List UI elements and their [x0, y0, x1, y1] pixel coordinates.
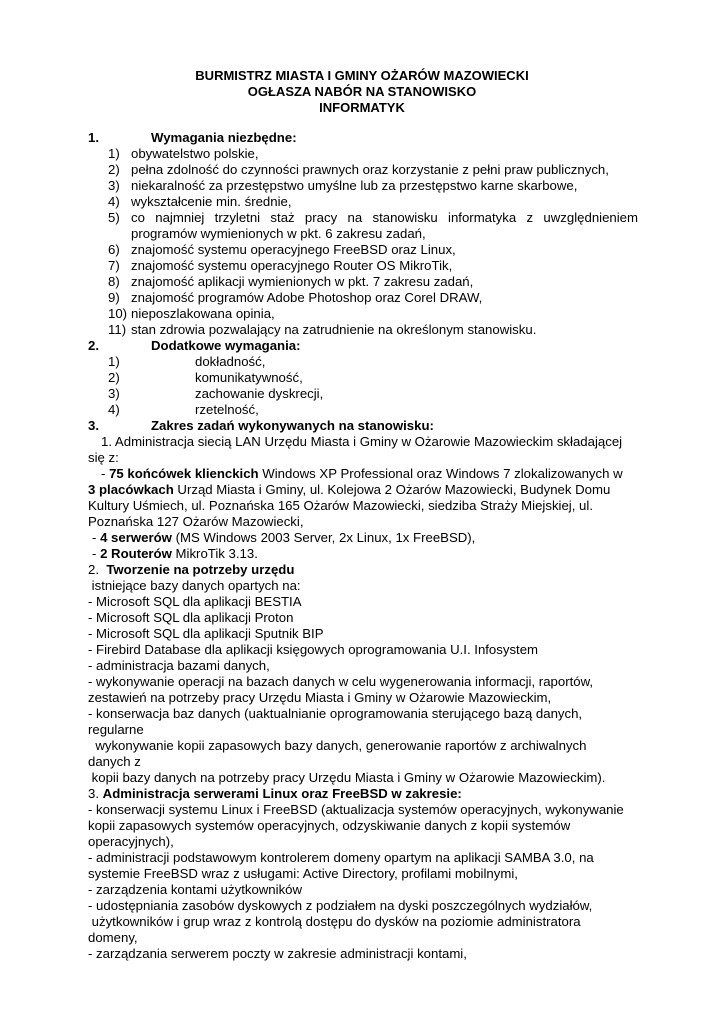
- section-2-number: 2.: [88, 338, 99, 353]
- paragraph-line: - Microsoft SQL dla aplikacji BESTIA: [88, 594, 302, 609]
- list-item: pełna zdolność do czynności prawnych oraz korzystanie z pełni praw publicznych,: [131, 162, 609, 177]
- paragraph-line: - 4 serwerów (MS Windows 2003 Server, 2x Linux, 1x FreeBSD),: [92, 530, 476, 545]
- header-line-1: BURMISTRZ MIASTA I GMINY OŻARÓW MAZOWIECKI: [195, 68, 529, 83]
- list-item-number: 4): [108, 194, 120, 209]
- list-item: niekaralność za przestępstwo umyślne lub za przestępstwo karne skarbowe,: [131, 178, 578, 193]
- paragraph-line: - 2 Routerów MikroTik 3.13.: [92, 546, 258, 561]
- list-item-continuation: programów wymienionych w pkt. 6 zakresu zadań,: [131, 226, 426, 241]
- list-item: znajomość programów Adobe Photoshop oraz Corel DRAW,: [131, 290, 483, 305]
- list-item-number: 11): [108, 322, 127, 337]
- list-item-number: 1): [108, 146, 120, 161]
- paragraph-line: operacyjnych),: [88, 834, 174, 849]
- list-item: co najmniej trzyletni staż pracy na stanowisku informatyka z uwzględnieniem: [131, 210, 638, 225]
- paragraph-line: 1. Administracja siecią LAN Urzędu Miasta i Gminy w Ożarowie Mazowieckim składającej: [101, 434, 623, 449]
- paragraph-line: systemie FreeBSD wraz z usługami: Active Directory, profilami mobilnymi,: [88, 866, 518, 881]
- section-1-title: Wymagania niezbędne:: [151, 130, 297, 145]
- list-item-number: 9): [108, 290, 120, 305]
- paragraph-line: istniejące bazy danych opartych na:: [88, 578, 301, 593]
- subsection-2-heading: 2. Tworzenie na potrzeby urzędu: [88, 562, 295, 577]
- paragraph-line: - konserwacja baz danych (uaktualnianie oprogramowania sterującego bazą danych,: [88, 706, 583, 721]
- list-item: komunikatywność,: [195, 370, 303, 385]
- list-item-number: 1): [108, 354, 120, 369]
- paragraph-line: kopii zapasowych systemów operacyjnych, odzyskiwanie danych z kopii systemów: [88, 818, 571, 833]
- list-item-number: 3): [108, 386, 120, 401]
- list-item: znajomość aplikacji wymienionych w pkt. 7 zakresu zadań,: [131, 274, 474, 289]
- paragraph-line: domeny,: [88, 930, 138, 945]
- paragraph-line: - konserwacji systemu Linux i FreeBSD (aktualizacja systemów operacyjnych, wykonywanie: [88, 802, 624, 817]
- list-item: obywatelstwo polskie,: [131, 146, 259, 161]
- list-item-number: 3): [108, 178, 120, 193]
- list-item: nieposzlakowana opinia,: [131, 306, 275, 321]
- list-item: stan zdrowia pozwalający na zatrudnienie na określonym stanowisku.: [131, 322, 537, 337]
- header-line-3: INFORMATYK: [319, 100, 405, 115]
- paragraph-line: wykonywanie kopii zapasowych bazy danych, generowanie raportów z archiwalnych: [88, 738, 587, 753]
- paragraph-line: - 75 końcówek klienckich Windows XP Professional oraz Windows 7 zlokalizowanych w: [101, 466, 623, 481]
- section-3-number: 3.: [88, 418, 99, 433]
- paragraph-line: - Microsoft SQL dla aplikacji Proton: [88, 610, 294, 625]
- list-item-number: 4): [108, 402, 120, 417]
- paragraph-line: - Microsoft SQL dla aplikacji Sputnik BIP: [88, 626, 324, 641]
- paragraph-line: - administracji podstawowym kontrolerem domeny opartym na aplikacji SAMBA 3.0, na: [88, 850, 594, 865]
- list-item: znajomość systemu operacyjnego FreeBSD oraz Linux,: [131, 242, 456, 257]
- paragraph-line: - Firebird Database dla aplikacji księgowych oprogramowania U.I. Infosystem: [88, 642, 539, 657]
- paragraph-line: - zarządzenia kontami użytkowników: [88, 882, 303, 897]
- paragraph-line: 3 placówkach Urząd Miasta i Gminy, ul. Kolejowa 2 Ożarów Mazowiecki, Budynek Domu: [88, 482, 611, 497]
- section-1-number: 1.: [88, 130, 99, 145]
- paragraph-line: Kultury Uśmiech, ul. Poznańska 165 Ożarów Mazowiecki, siedziba Straży Miejskiej, ul.: [88, 498, 593, 513]
- paragraph-line: regularne: [88, 722, 144, 737]
- section-2-title: Dodatkowe wymagania:: [151, 338, 301, 353]
- list-item-number: 5): [108, 210, 120, 225]
- paragraph-line: - administracja bazami danych,: [88, 658, 270, 673]
- paragraph-line: kopii bazy danych na potrzeby pracy Urzędu Miasta i Gminy w Ożarowie Mazowieckim).: [88, 770, 606, 785]
- paragraph-line: - zarządzania serwerem poczty w zakresie administracji kontami,: [88, 946, 467, 961]
- list-item: rzetelność,: [195, 402, 259, 417]
- paragraph-line: zestawień na potrzeby pracy Urzędu Miasta i Gminy w Ożarowie Mazowieckim,: [88, 690, 552, 705]
- paragraph-line: Poznańska 127 Ożarów Mazowiecki,: [88, 514, 304, 529]
- list-item: dokładność,: [195, 354, 266, 369]
- section-3-title: Zakres zadań wykonywanych na stanowisku:: [151, 418, 434, 433]
- list-item-number: 2): [108, 370, 120, 385]
- paragraph-line: - wykonywanie operacji na bazach danych w celu wygenerowania informacji, raportów,: [88, 674, 594, 689]
- list-item-number: 8): [108, 274, 120, 289]
- paragraph-line: się z:: [88, 450, 119, 465]
- paragraph-line: - udostępniania zasobów dyskowych z podziałem na dyski poszczególnych wydziałów,: [88, 898, 593, 913]
- list-item-number: 6): [108, 242, 120, 257]
- list-item-number: 2): [108, 162, 120, 177]
- list-item: znajomość systemu operacyjnego Router OS MikroTik,: [131, 258, 453, 273]
- list-item-number: 10): [108, 306, 128, 321]
- paragraph-line: danych z: [88, 754, 141, 769]
- subsection-3-heading: 3. Administracja serwerami Linux oraz FreeBSD w zakresie:: [88, 786, 462, 801]
- list-item: wykształcenie min. średnie,: [131, 194, 292, 209]
- list-item: zachowanie dyskrecji,: [195, 386, 324, 401]
- list-item-number: 7): [108, 258, 120, 273]
- header-line-2: OGŁASZA NABÓR NA STANOWISKO: [247, 84, 477, 99]
- paragraph-line: użytkowników i grup wraz z kontrolą dostępu do dysków na poziomie administratora: [88, 914, 581, 929]
